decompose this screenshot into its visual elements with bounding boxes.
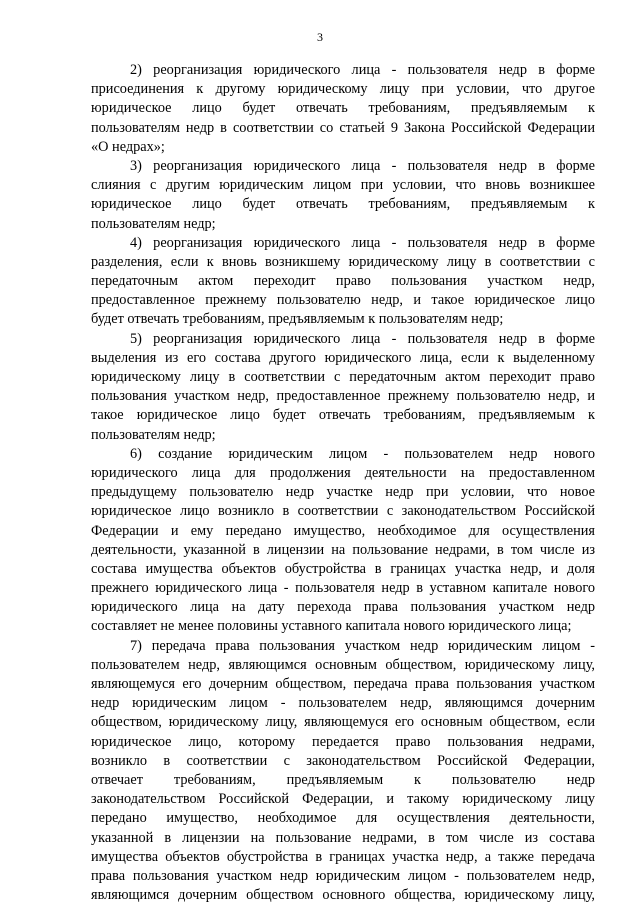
text-line: 6) создание юридическим лицом - пользователем недр нового	[130, 445, 595, 462]
text-line: отвечает требованиям, предъявляемым к пользователю недр	[91, 771, 595, 788]
text-line: обществом, юридическому лицу, являющемуся его основным обществом, если	[91, 714, 595, 731]
text-line: состава имущества объектов обустройства в границах участка недр, и доля	[91, 560, 595, 577]
text-line: пользователям недр;	[91, 426, 216, 443]
paragraph-item-4	[91, 234, 595, 330]
text-line: права пользования участком недр юридическим лицом - пользователем недр,	[91, 867, 595, 884]
text-line: разделения, если к вновь возникшему юридическому лицу в соответствии с	[91, 253, 595, 270]
paragraph-item-5	[91, 330, 595, 445]
text-line: возникло в соответствии с законодательством Российской Федерации,	[91, 752, 595, 769]
text-line: недр юридическим лицом - пользователем недр, являющимся дочерним	[91, 695, 595, 712]
text-line: юридическое лицо, которому передается право пользования недрами,	[91, 733, 595, 750]
text-line: являющемуся его дочерним обществом, передача права пользования участком	[91, 676, 595, 692]
text-line: слияния с другим юридическим лицом при условии, что вновь возникшее	[91, 177, 595, 194]
text-line: «О недрах»;	[91, 138, 165, 155]
text-line: прежнего юридического лица - пользователя недр в уставном капитале нового	[91, 580, 595, 597]
text-line: 7) передача права пользования участком недр юридическим лицом -	[130, 637, 595, 654]
text-line: деятельности, указанной в лицензии на пользование недрами, в том числе из	[91, 541, 595, 558]
paragraph-item-7	[91, 637, 595, 905]
document-body	[91, 61, 595, 905]
text-line: 4) реорганизация юридического лица - пользователя недр в форме	[130, 234, 595, 251]
text-line: пользователям недр в соответствии со статьей 9 Закона Российской Федерации	[91, 119, 595, 136]
paragraph-item-3	[91, 157, 595, 234]
text-line: предыдущему пользователю недр участке недр при условии, что новое	[91, 484, 595, 501]
text-line: такое юридическое лицо будет отвечать требованиям, предъявляемым к	[91, 407, 595, 424]
text-line: 2) реорганизация юридического лица - пользователя недр в форме	[130, 62, 595, 78]
text-line: передаточным актом переходит право пользования участком недр,	[91, 273, 595, 290]
text-line: являющимся дочерним обществом основного общества, юридическому лицу,	[91, 887, 595, 904]
text-line: пользователям недр;	[91, 215, 216, 232]
text-line: пользователем недр, являющимся основным обществом, юридическому лицу,	[91, 656, 595, 673]
text-line: выделения из его состава другого юридического лица, если к выделенному	[91, 349, 595, 366]
text-line: пользования участком недр, предоставленное прежнему пользователю недр, и	[91, 388, 595, 405]
text-line: передано имущество, необходимое для осуществления деятельности,	[91, 810, 595, 827]
text-line: составляет не менее половины уставного капитала нового юридического лица;	[91, 618, 572, 635]
text-line: Федерации и ему передано имущество, необходимое для осуществления	[91, 522, 595, 539]
page-number: 3	[317, 30, 323, 44]
text-line: законодательством Российской Федерации, и такому юридическому лицу	[91, 791, 595, 808]
text-line: 3) реорганизация юридического лица - пользователя недр в форме	[130, 157, 595, 174]
text-line: будет отвечать требованиям, предъявляемым к пользователям недр;	[91, 311, 504, 328]
paragraph-item-2	[91, 61, 595, 157]
text-line: юридическое лицо возникло в соответствии с законодательством Российской	[91, 503, 595, 520]
text-line: указанной в лицензии на пользование недрами, в том числе из состава	[91, 829, 595, 846]
text-line: юридическое лицо будет отвечать требованиям, предъявляемым к	[91, 196, 595, 213]
text-line: предоставленное прежнему пользователю недр, и такое юридическое лицо	[91, 292, 595, 309]
text-line: присоединения к другому юридическому лицу при условии, что другое	[91, 81, 595, 98]
text-line: юридическому лицу в соответствии с передаточным актом переходит право	[91, 369, 595, 385]
paragraph-item-6	[91, 445, 595, 637]
text-line: юридического лица для продолжения деятельности на предоставленном	[91, 464, 595, 481]
text-line: 5) реорганизация юридического лица - пользователя недр в форме	[130, 330, 595, 347]
text-line: юридического лица на дату перехода права пользования участком недр	[91, 599, 595, 616]
text-line: имущества объектов обустройства в границах участка недр, а также передача	[91, 848, 595, 865]
text-line: юридическое лицо будет отвечать требованиям, предъявляемым к	[91, 100, 595, 117]
